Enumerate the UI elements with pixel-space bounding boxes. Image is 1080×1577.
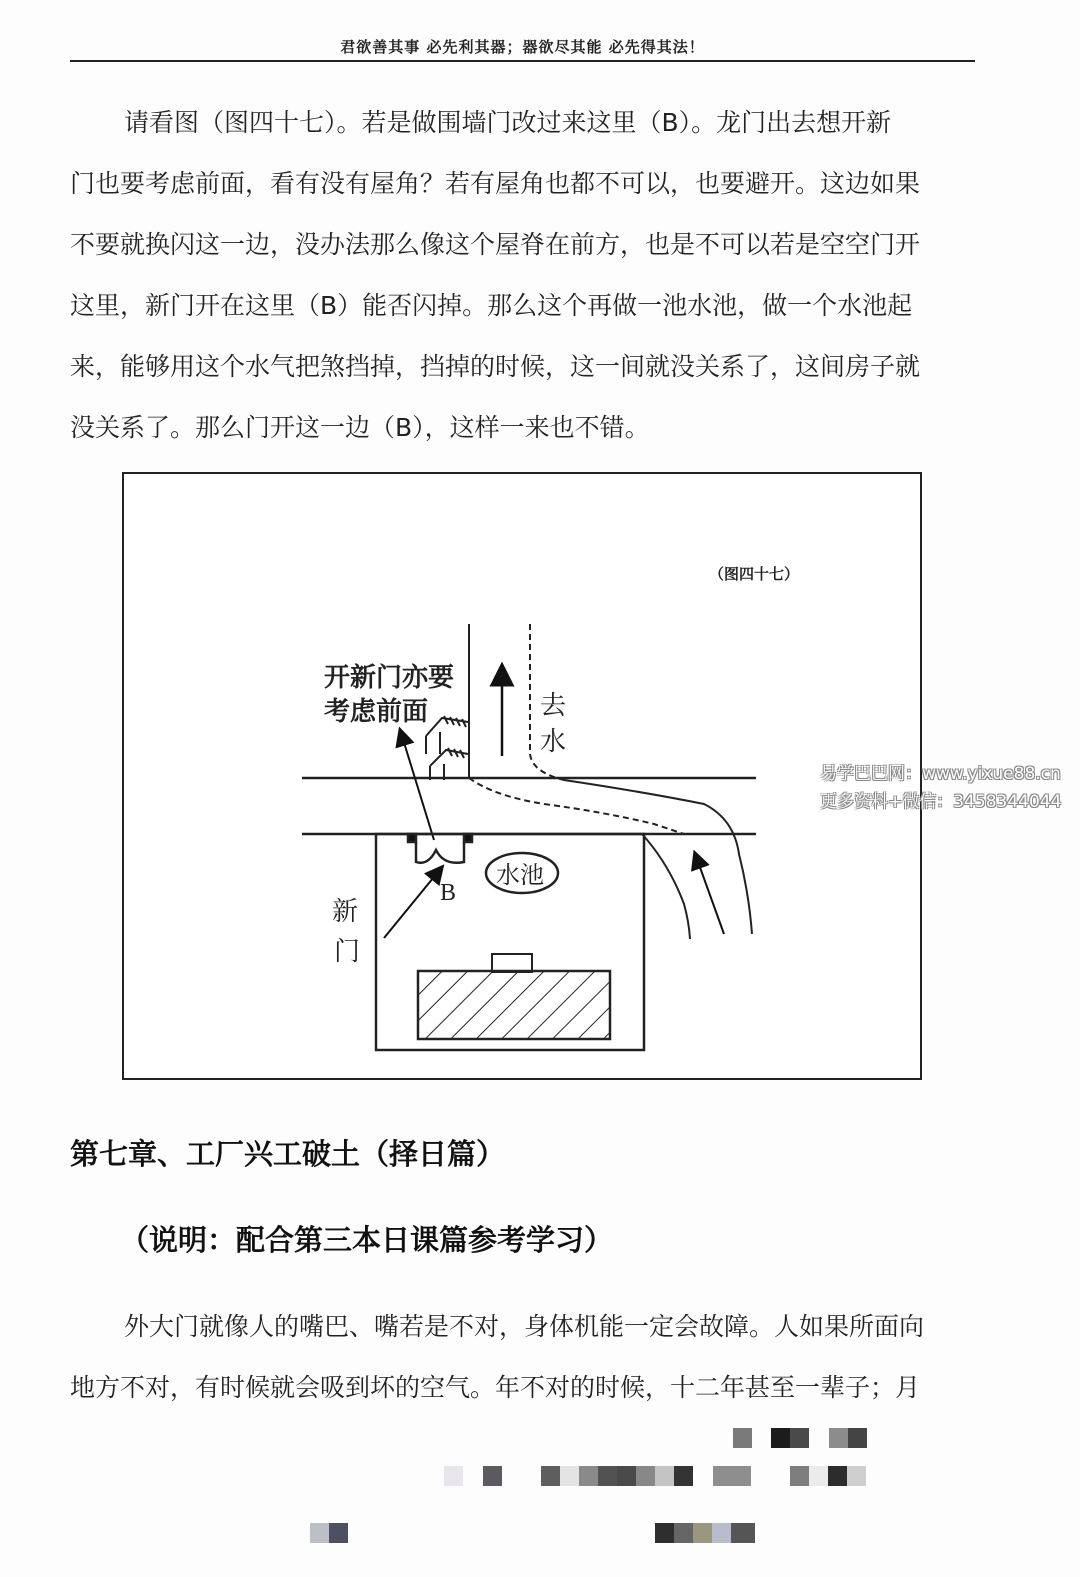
text-line: 这里，新门开在这里（B）能否闪掉。那么这个再做一池水池，做一个水池起 — [70, 291, 913, 320]
paragraph-2 — [70, 1296, 975, 1418]
building-entrance — [492, 954, 532, 972]
site-watermark: 易学巴巴网：www.yixue88.cn 更多资料+微信：3458344044 — [820, 764, 1062, 812]
text-line: 外大门就像人的嘴巴、嘴若是不对，身体机能一定会故障。人如果所面向 — [124, 1312, 925, 1341]
label-pond: 水池 — [496, 861, 544, 889]
chapter-note: （说明：配合第三本日课篇参考学习） — [120, 1223, 614, 1257]
new-gate-b — [408, 834, 472, 863]
figure-caption: （图四十七） — [709, 565, 800, 583]
label-b: B — [440, 880, 457, 906]
paragraph-1 — [70, 92, 975, 458]
inflow-curve-outer — [564, 780, 752, 934]
label-outflow-1: 去 — [540, 691, 567, 721]
label-consider-front-2: 考虑前面 — [324, 697, 429, 727]
label-new-door-2: 门 — [334, 937, 361, 967]
text-line: 来，能够用这个水气把煞挡掉，挡掉的时候，这一间就没关系了，这间房子就 — [70, 352, 921, 381]
diagram-drawing — [124, 474, 924, 1082]
label-outflow-2: 水 — [540, 727, 567, 757]
label-consider-front-1: 开新门亦要 — [324, 663, 455, 693]
figure-47-diagram — [122, 472, 922, 1080]
outflow-dashed-road — [469, 778, 684, 834]
new-door-arrow — [384, 872, 438, 938]
factory-building — [418, 971, 610, 1039]
text-line: 不要就换闪这一边，没办法那么像这个屋脊在前方，也是不可以若是空空门开 — [70, 230, 921, 259]
text-line: 门也要考虑前面，看有没有屋角？若有屋角也都不可以，也要避开。这边如果 — [70, 169, 921, 198]
text-line: 地方不对，有时候就会吸到坏的空气。年不对的时候，十二年甚至一辈子；月 — [70, 1373, 921, 1402]
header-divider — [70, 60, 975, 62]
inflow-arrow — [697, 859, 724, 934]
roof-corner-icons — [426, 716, 468, 780]
text-line: 请看图（图四十七）。若是做围墙门改过来这里（B）。龙门出去想开新 — [124, 108, 892, 137]
chapter-title: 第七章、工厂兴工破土（择日篇） — [70, 1137, 506, 1171]
consider-front-arrow — [402, 736, 434, 840]
label-new-door-1: 新 — [332, 897, 359, 927]
inflow-curve-inner — [642, 834, 690, 939]
page-header-motto: 君欲善其事 必先利其器；器欲尽其能 必先得其法！ — [340, 38, 705, 56]
text-line: 没关系了。那么门开这一边（B），这样一来也不错。 — [70, 413, 650, 442]
